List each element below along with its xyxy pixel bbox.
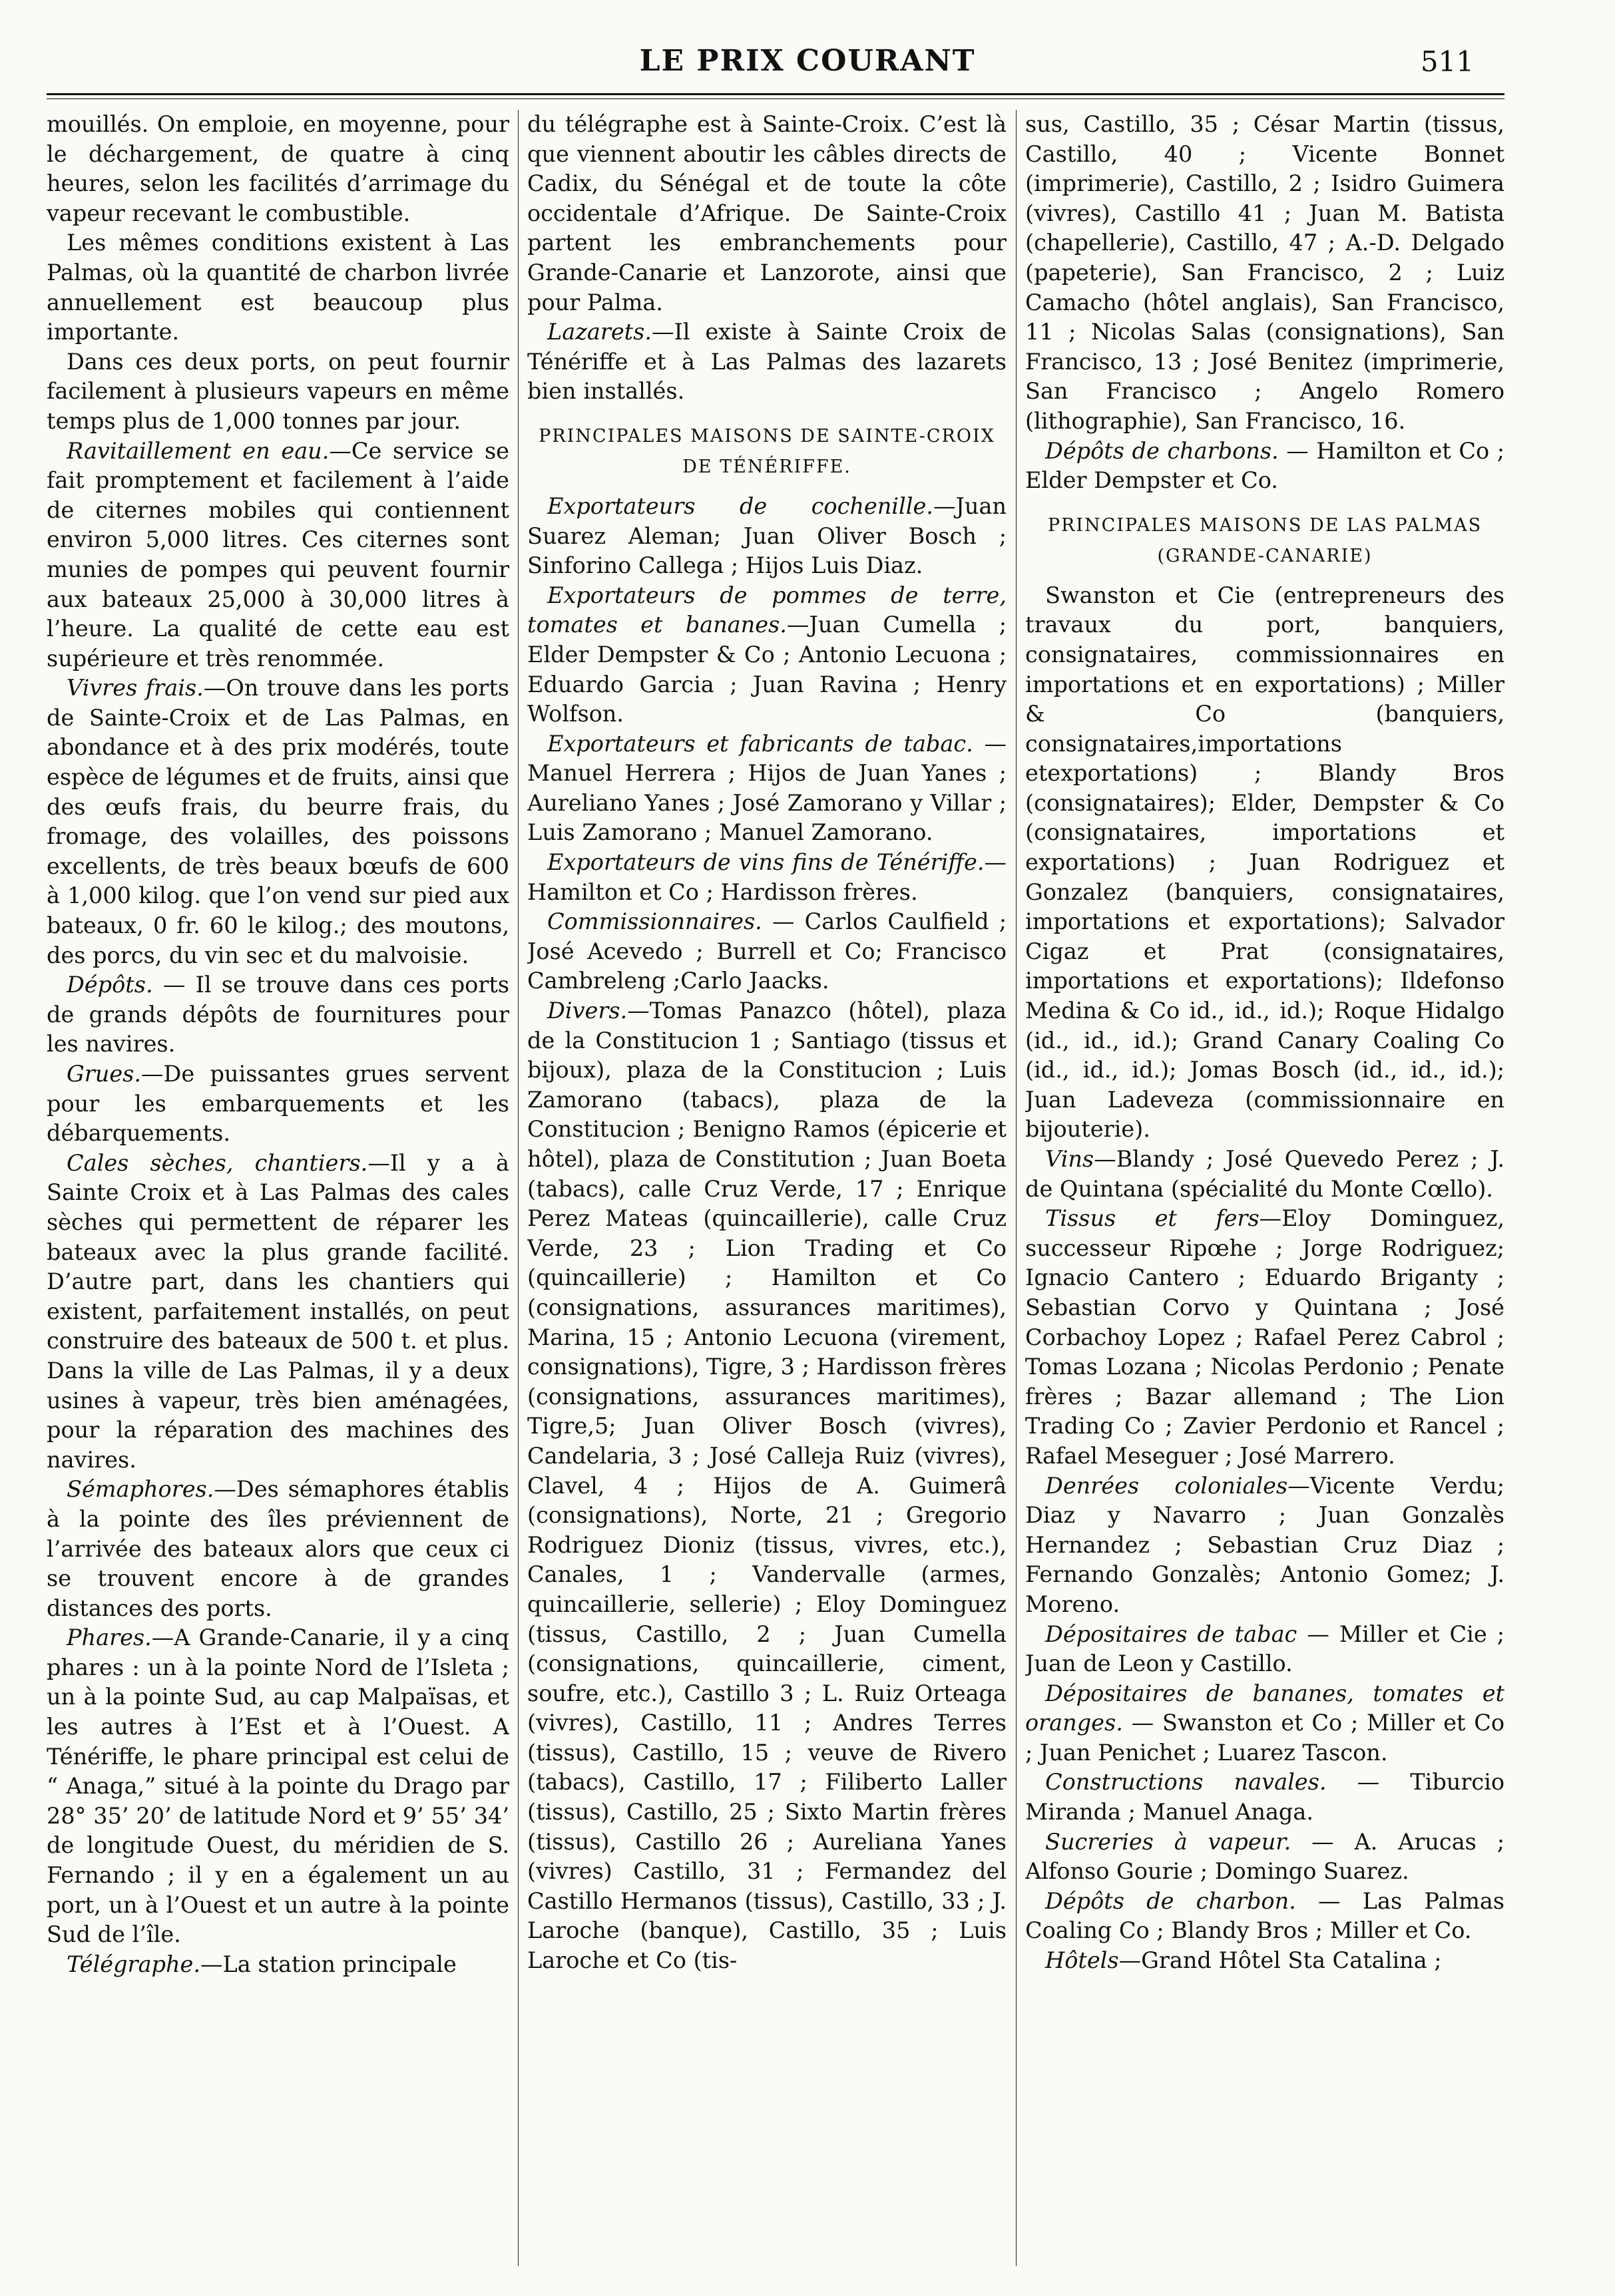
- paragraph-text: —Hamilton et Co ; Hardisson frères.: [527, 849, 1007, 905]
- paragraph-text: Dans ces deux ports, on peut fournir facilement à plusieurs vapeurs en même temps plus de 1,000 tonnes par jour.: [47, 348, 509, 434]
- paragraph-lead: Dépositaires de bananes, tomates et oranges.: [1025, 1680, 1504, 1736]
- paragraph: [47, 228, 509, 347]
- paragraph: [47, 347, 509, 437]
- column-divider-2: [1016, 110, 1017, 2266]
- paragraph-lead: Grues.: [67, 1061, 142, 1087]
- paragraph: [47, 110, 509, 228]
- paragraph-lead: Dépôts de charbon.: [1045, 1887, 1296, 1914]
- paragraph-lead: Ravitaillement en eau.: [67, 437, 330, 464]
- paragraph-text: — Miller et Cie ; Juan de Leon y Castillo.: [1025, 1621, 1504, 1677]
- paragraph: [1025, 1679, 1504, 1768]
- paragraph-lead: Divers.: [547, 998, 628, 1024]
- paragraph-lead: Tissus et fers: [1045, 1205, 1260, 1232]
- paragraph: [1025, 1145, 1504, 1204]
- paragraph-text: — Il se trouve dans ces ports de grands dépôts de fournitures pour les navires.: [47, 972, 509, 1057]
- paragraph: [527, 996, 1007, 1976]
- paragraph: [47, 1059, 509, 1149]
- paragraph-lead: Vivres frais.: [67, 675, 204, 701]
- paragraph: [47, 673, 509, 970]
- paragraph-lead: Exportateurs et fabricants de tabac.: [547, 730, 973, 757]
- paragraph: [1025, 1887, 1504, 1946]
- paragraph: [47, 1475, 509, 1623]
- paragraph-lead: Denrées coloniales: [1045, 1472, 1288, 1499]
- paragraph: [527, 110, 1007, 317]
- paragraph: [527, 317, 1007, 407]
- paragraph-lead: Sucreries à vapeur.: [1045, 1828, 1291, 1855]
- paragraph-text: —Vicente Verdu; Diaz y Navarro ; Juan Gonzalès Hernandez ; Sebastian Cruz Diaz ; Fernando Gonzalès; Antonio Gomez; J. Moreno.: [1025, 1472, 1504, 1617]
- paragraph-lead: Exportateurs de pommes de terre, tomates et bananes.: [527, 582, 1007, 638]
- running-head: [0, 41, 1615, 88]
- paragraph-text: du télégraphe est à Sainte-Croix. C’est là que viennent aboutir les câbles directs de Cadix, du Sénégal et de toute la côte occidentale d’Afrique. De Sainte-Croix partent les embranchements pour Grande-Canarie et Lanzorote, ainsi que pour Palma.: [527, 111, 1007, 315]
- paragraph-text: Les mêmes conditions existent à Las Palmas, où la quantité de charbon livrée annuellement est beaucoup plus importante.: [47, 230, 509, 345]
- paragraph-lead: Hôtels: [1045, 1947, 1119, 1974]
- paragraph-text: —Manuel Herrera ; Hijos de Juan Yanes ; Aureliano Yanes ; José Zamorano y Villar ; Luis Zamorano ; Manuel Zamorano.: [527, 730, 1007, 846]
- paragraph-text: mouillés. On emploie, en moyenne, pour le déchargement, de quatre à cinq heures, selon les facilités d’arrimage du vapeur recevant le combustible.: [47, 111, 509, 226]
- paragraph: [1025, 1204, 1504, 1471]
- text-column-2: [527, 110, 1007, 2266]
- paragraph: [1025, 581, 1504, 1145]
- paragraph-text: Swanston et Cie (entrepreneurs des travaux du port, banquiers, consignataires, commissionnaires en importations et en exportations) ; Miller & Co (banquiers, consignataires,importations etexportations) ; Blandy Bros (consignataires); Elder, Dempster & Co (consignataires, importations et exportations) ; Juan Rodriguez et Gonzalez (banquiers, consignataires, importations et exportations); Salvador Cigaz et Prat (consignataires, importations et exportations); Ildefonso Medina & Co id., id., id.); Roque Hidalgo (id., id., id.); Grand Canary Coaling Co (id., id., id.); Jomas Bosch (id., id., id.); Juan Ladeveza (commissionnaire en bijouterie).: [1025, 582, 1504, 1143]
- paragraph: [527, 492, 1007, 581]
- text-column-3: [1025, 110, 1504, 2266]
- paragraph-text: —La station principale: [200, 1951, 457, 1977]
- paragraph-lead: Dépôts de charbons.: [1045, 437, 1279, 464]
- paragraph-text: —Juan Suarez Aleman; Juan Oliver Bosch ; Sinforino Callega ; Hijos Luis Diaz.: [527, 492, 1007, 579]
- paragraph-text: —Il y a à Sainte Croix et à Las Palmas des cales sèches qui permettent de réparer les bateaux avec la plus grande facilité. D’autre part, dans les chantiers qui existent, parfaitement installés, on peut construire des bateaux de 500 t. et plus. Dans la ville de Las Palmas, il y a deux usines à vapeur, très bien aménagées, pour la réparation des machines des navires.: [47, 1149, 509, 1473]
- paragraph: [47, 1950, 509, 1980]
- paragraph-text: —Ce service se fait promptement et facilement à l’aide de citernes mobiles qui contiennent environ 5,000 litres. Ces citernes sont munies de pompes qui peuvent fournir aux bateaux 25,000 à 30,000 litres à l’heure. La qualité de cette eau est supérieure et très renommée.: [47, 437, 509, 671]
- paragraph-text: — Swanston et Co ; Miller et Co ; Juan Penichet ; Luarez Tascon.: [1025, 1710, 1504, 1766]
- page-number: 511: [1420, 45, 1474, 78]
- header-rule-thin: [47, 98, 1504, 99]
- paragraph-lead: Dépôts.: [67, 972, 153, 998]
- paragraph-lead: Lazarets.: [547, 319, 652, 345]
- paragraph-text: —De puissantes grues servent pour les embarquements et les débarquements.: [47, 1061, 509, 1147]
- section-heading: PRINCIPALES MAISONS DE SAINTE-CROIX DE TÉNÉRIFFE.: [539, 425, 995, 477]
- paragraph-text: —Il existe à Sainte Croix de Ténériffe et à Las Palmas des lazarets bien installés.: [527, 319, 1007, 405]
- section-heading: PRINCIPALES MAISONS DE LAS PALMAS (GRANDE-CANARIE): [1047, 514, 1483, 566]
- paragraph-text: —Tomas Panazco (hôtel), plaza de la Constitucion 1 ; Santiago (tissus et bijoux), plaza de la Constitucion ; Luis Zamorano (tabacs), plaza de la Constitucion ; Benigno Ramos (épicerie et hôtel), plaza de Constitution ; Juan Boeta (tabacs), calle Cruz Verde, 17 ; Enrique Perez Mateas (quincaillerie), calle Cruz Verde, 23 ; Lion Trading et Co (quincaillerie) ; Hamilton et Co (consignations, assurances maritimes), Marina, 15 ; Antonio Lecuona (virement, consignations), Tigre, 3 ; Hardisson frères (consignations, assurances maritimes), Tigre,5; Juan Oliver Bosch (vivres), Candelaria, 3 ; José Calleja Ruiz (vivres), Clavel, 4 ; Hijos de A. Guimerâ (consignations), Norte, 21 ; Gregorio Rodriguez Dioniz (tissus, vivres, etc.), Canales, 1 ; Vandervalle (armes, quincaillerie, sellerie) ; Eloy Dominguez (tissus, Castillo, 2 ; Juan Cumella (consignations, quincaillerie, ciment, soufre, etc.), Castillo 3 ; L. Ruiz Orteaga (vivres), Castillo, 11 ; Andres Terres (tissus), Castillo, 15 ; veuve de Rivero (tabacs), Castillo, 17 ; Filiberto Laller (tissus), Castillo, 25 ; Sixto Martin frères (tissus), Castillo 26 ; Aureliana Yanes (vivres) Castillo, 31 ; Fermandez del Castillo Hermanos (tissus), Castillo, 33 ; J. Laroche (banque), Castillo, 35 ; Luis Laroche et Co (tis-: [527, 998, 1007, 1974]
- paragraph-text: — Tiburcio Miranda ; Manuel Anaga.: [1025, 1769, 1504, 1825]
- paragraph-text: sus, Castillo, 35 ; César Martin (tissus, Castillo, 40 ; Vicente Bonnet (imprimerie), Castillo, 2 ; Isidro Guimera (vivres), Castillo 41 ; Juan M. Batista (chapellerie), Castillo, 47 ; A.-D. Delgado (papeterie), San Francisco, 2 ; Luiz Camacho (hôtel anglais), San Francisco, 11 ; Nicolas Salas (consignations), San Francisco, 13 ; José Benitez (imprimerie, San Francisco ; Angelo Romero (lithographie), San Francisco, 16.: [1025, 111, 1504, 434]
- paragraph-lead: Constructions navales.: [1045, 1769, 1327, 1796]
- paragraph-text: — A. Arucas ; Alfonso Gourie ; Domingo Suarez.: [1025, 1828, 1504, 1885]
- paragraph-lead: Sémaphores.: [67, 1476, 214, 1503]
- paragraph-text: —Blandy ; José Quevedo Perez ; J. de Quintana (spécialité du Monte Cœllo).: [1025, 1146, 1504, 1202]
- paragraph-lead: Phares.: [67, 1625, 152, 1651]
- column-divider-1: [518, 110, 519, 2266]
- paragraph-text: —Juan Cumella ; Elder Dempster & Co ; Antonio Lecuona ; Eduardo Garcia ; Juan Ravina ; Henry Wolfson.: [527, 612, 1007, 727]
- paragraph: [1025, 1946, 1504, 1976]
- paragraph: [1025, 437, 1504, 496]
- paragraph-lead: Dépositaires de tabac: [1045, 1621, 1297, 1647]
- paragraph-lead: Exportateurs de cochenille.: [547, 492, 933, 519]
- paragraph: [1025, 110, 1504, 437]
- paragraph-lead: Commissionnaires.: [547, 908, 762, 935]
- paragraph: [1025, 1620, 1504, 1679]
- paragraph-lead: Cales sèches, chantiers.: [67, 1149, 368, 1176]
- paragraph: [1025, 1471, 1504, 1620]
- paragraph-text: —On trouve dans les ports de Sainte-Croix et de Las Palmas, en abondance et à des prix modérés, toute espèce de légumes et de fruits, ainsi que des œufs frais, du beurre frais, du fromage, des volailles, des poissons excellents, de très beaux bœufs de 600 à 1,000 kilog. que l’on vend sur pied aux bateaux, 0 fr. 60 le kilog.; des moutons, des porcs, du vin sec et du malvoisie.: [47, 675, 509, 968]
- paragraph-text: — Las Palmas Coaling Co ; Blandy Bros ; Miller et Co.: [1025, 1887, 1504, 1944]
- paragraph: [47, 437, 509, 674]
- header-rule: [47, 93, 1504, 95]
- paragraph: [527, 729, 1007, 848]
- paragraph: [47, 970, 509, 1059]
- text-column-1: [47, 110, 509, 2266]
- paragraph-text: — Carlos Caulfield ; José Acevedo ; Burrell et Co; Francisco Cambreleng ;Carlo Jaacks.: [527, 908, 1007, 994]
- paragraph: [527, 907, 1007, 996]
- paragraph: [47, 1623, 509, 1950]
- paragraph: [527, 581, 1007, 729]
- paragraph-lead: Télégraphe.: [67, 1951, 201, 1977]
- paragraph-text: — Hamilton et Co ; Elder Dempster et Co.: [1025, 437, 1504, 494]
- paragraph-text: —Grand Hôtel Sta Catalina ;: [1118, 1947, 1442, 1974]
- paragraph-text: —Des sémaphores établis à la pointe des îles préviennent de l’arrivée des bateaux alors que ceux ci se trouvent encore à de grandes distances des ports.: [47, 1476, 509, 1621]
- paragraph: [47, 1149, 509, 1475]
- paragraph: [1025, 1768, 1504, 1827]
- paragraph-text: —A Grande-Canarie, il y a cinq phares : un à la pointe Nord de l’Isleta ; un à la pointe Sud, au cap Malpaïsas, et les autres à l’Est et à l’Ouest. A Ténériffe, le phare principal est celui de “ Anaga,” situé à la pointe du Drago par 28° 35’ 20’ de latitude Nord et 9’ 55’ 34’ de longitude Ouest, du méridien de S. Fernando ; il y en a également un au port, un à l’Ouest et un autre à la pointe Sud de l’île.: [47, 1625, 509, 1948]
- paragraph-text: —Eloy Dominguez, successeur Ripœhe ; Jorge Rodriguez; Ignacio Cantero ; Eduardo Briganty ; Sebastian Corvo y Quintana ; José Corbachoy Lopez ; Rafael Perez Cabrol ; Tomas Lozana ; Nicolas Perdonio ; Penate frères ; Bazar allemand ; The Lion Trading Co ; Zavier Perdonio et Rancel ; Rafael Meseguer ; José Marrero.: [1025, 1205, 1504, 1469]
- paragraph: [527, 848, 1007, 907]
- paragraph-lead: Exportateurs de vins fins de Ténériffe.: [547, 849, 985, 876]
- journal-title: LE PRIX COURANT: [639, 44, 976, 78]
- paragraph: [1025, 1827, 1504, 1887]
- paragraph-lead: Vins: [1045, 1146, 1094, 1172]
